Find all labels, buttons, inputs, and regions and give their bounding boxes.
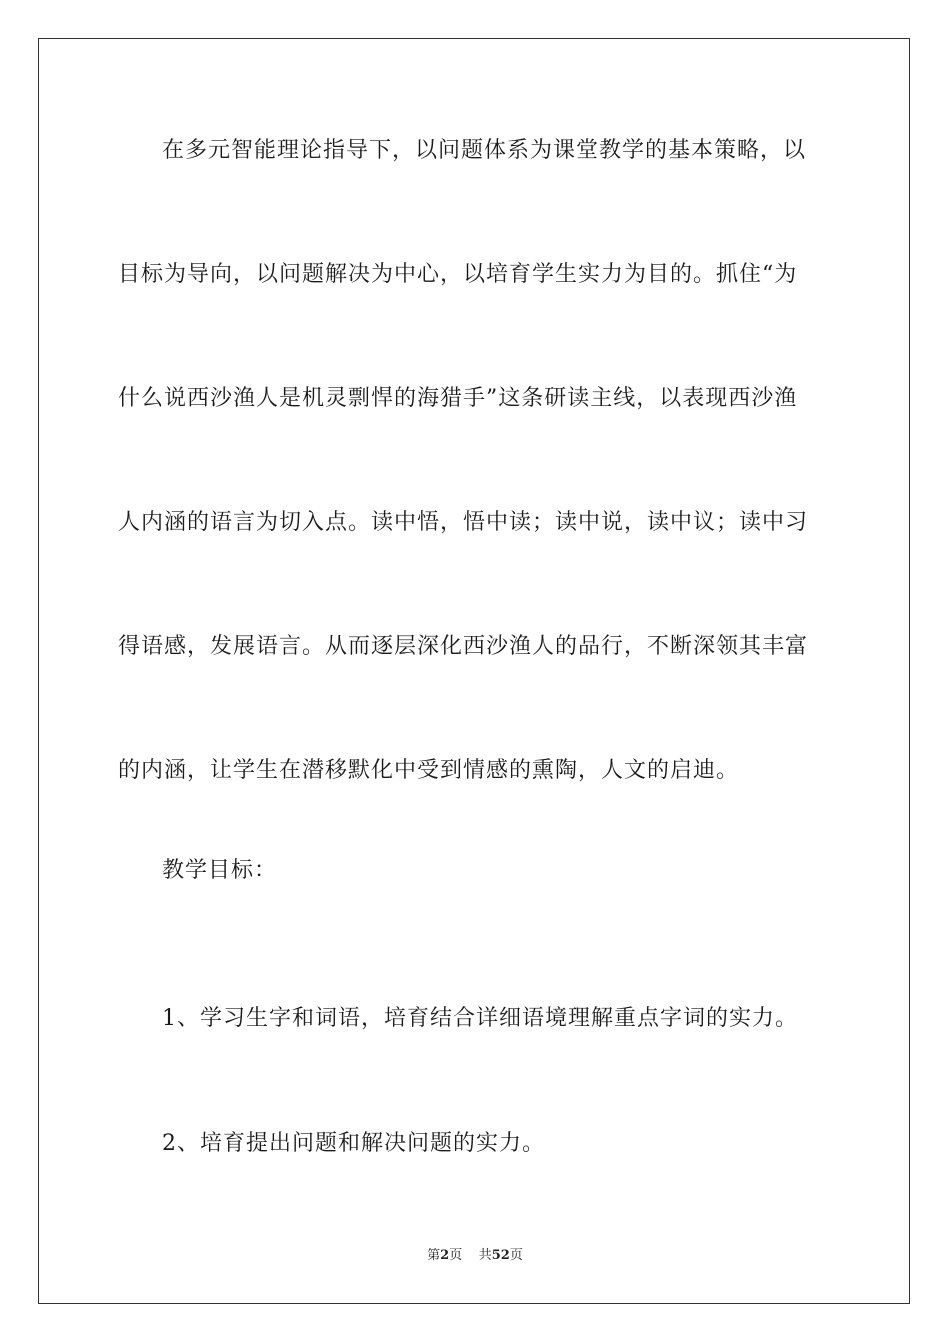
- page-border: [38, 38, 910, 1304]
- page-footer: [0, 1247, 950, 1265]
- paragraph-line-5: 得语感，发展语言。从而逐层深化西沙渔人的品行，不断深领其丰富: [118, 634, 809, 659]
- page-suffix: 页: [449, 1248, 463, 1263]
- paragraph-line-1: 在多元智能理论指导下，以问题体系为课堂教学的基本策略，以: [162, 138, 807, 163]
- paragraph-line-3: 什么说西沙渔人是机灵剽悍的海猎手”这条研读主线，以表现西沙渔: [118, 386, 798, 411]
- total-page-count: 52: [491, 1248, 510, 1263]
- total-suffix: 页: [509, 1248, 523, 1263]
- page-prefix: 第: [427, 1248, 441, 1263]
- total-prefix: 共: [478, 1248, 492, 1263]
- current-page-number: 2: [440, 1248, 450, 1263]
- paragraph-line-6: 的内涵，让学生在潜移默化中受到情感的熏陶，人文的启迪。: [118, 758, 740, 783]
- paragraph-line-2: 目标为导向，以问题解决为中心，以培育学生实力为目的。抓住“为: [118, 262, 798, 287]
- objective-item-1: 1、学习生字和词语，培育结合详细语境理解重点字词的实力。: [162, 1006, 798, 1031]
- section-heading: 教学目标：: [162, 858, 278, 883]
- objective-item-2: 2、培育提出问题和解决问题的实力。: [162, 1131, 545, 1156]
- paragraph-line-4: 人内涵的语言为切入点。读中悟，悟中读；读中说，读中议；读中习: [118, 510, 809, 535]
